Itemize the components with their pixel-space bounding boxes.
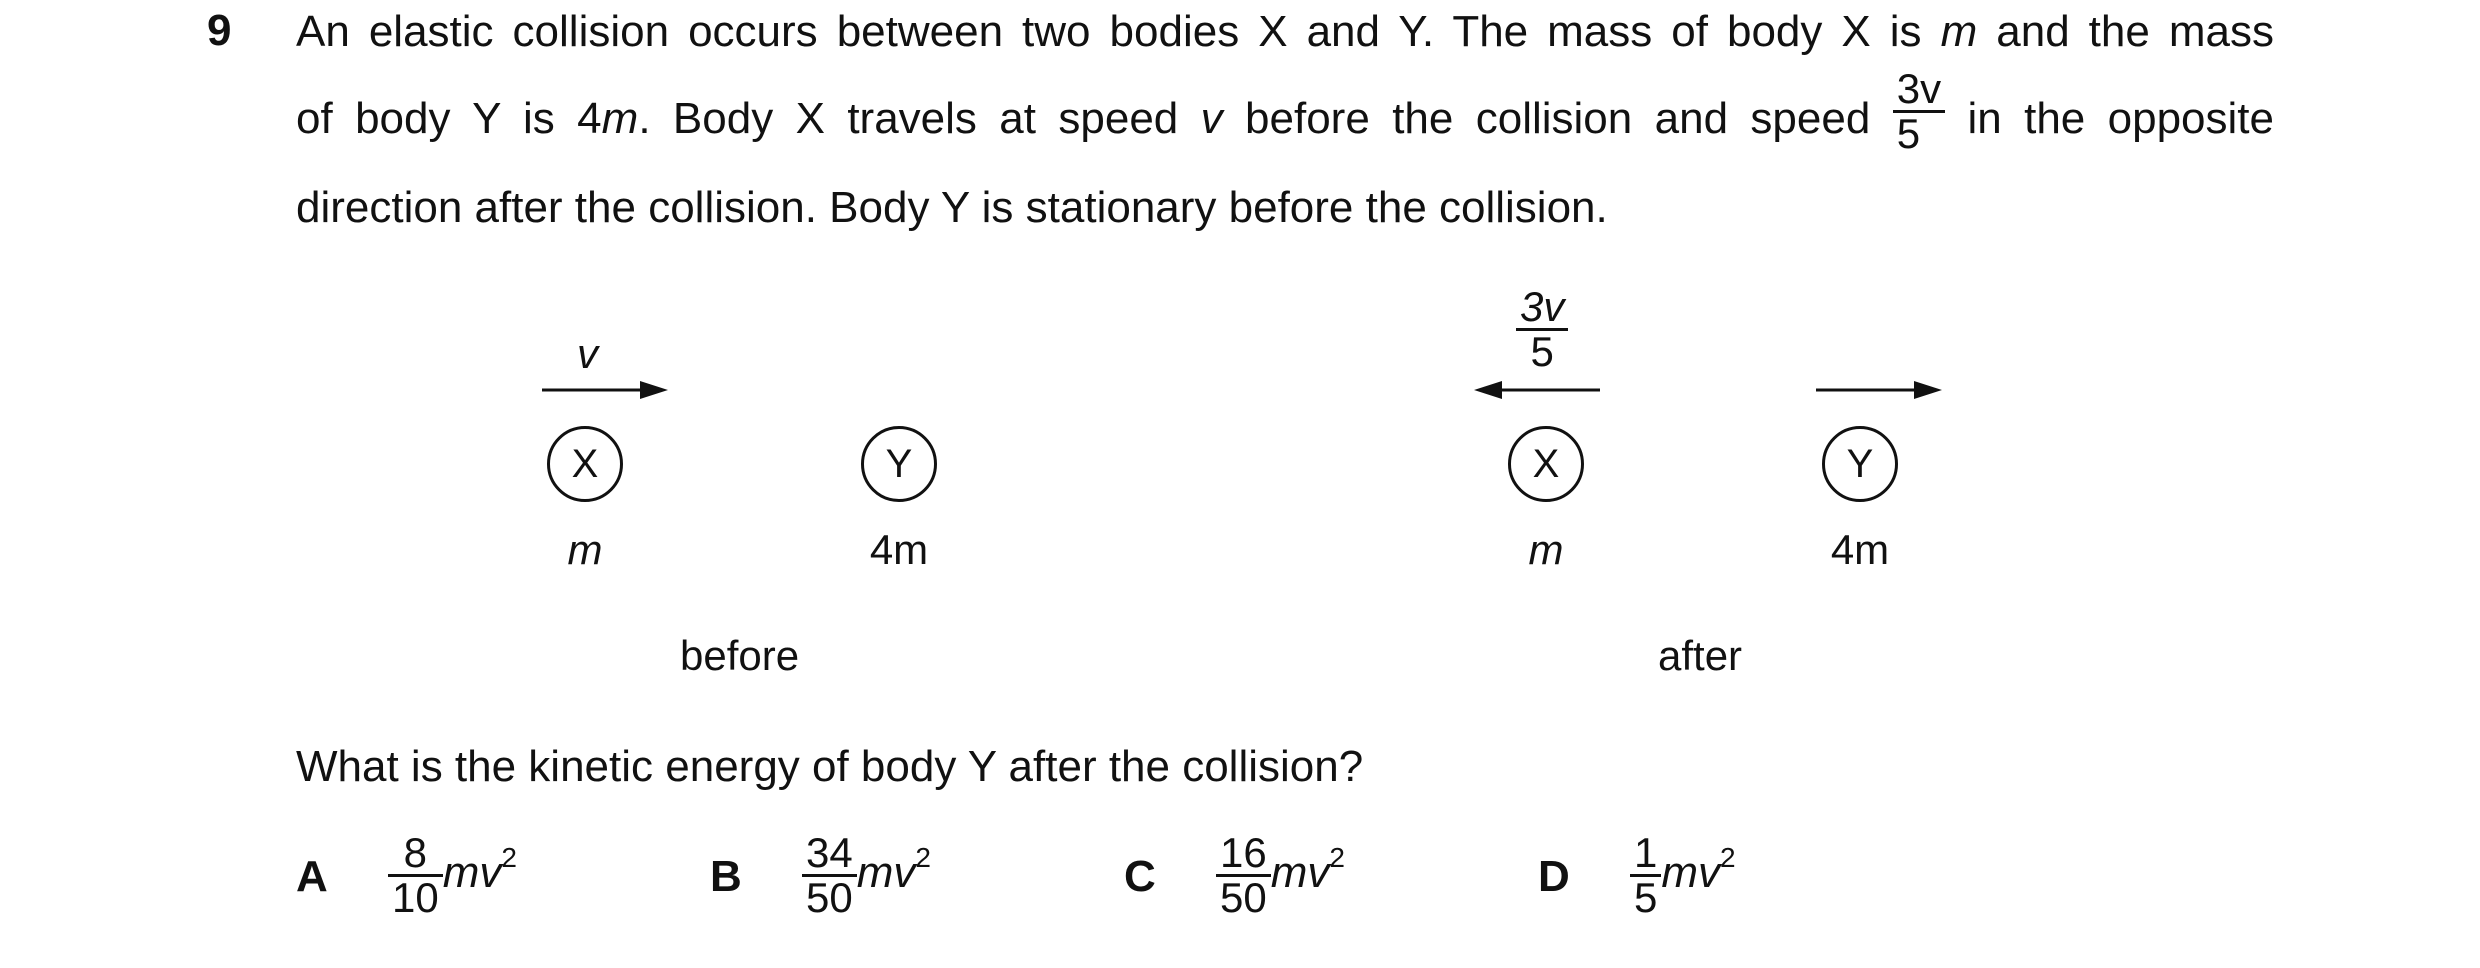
question-number: 9 (207, 6, 232, 55)
stem-text: of body Y is 4m. Body X travels at speed (296, 94, 1179, 144)
option-expression: $\frac{8}{10}$ $mv^2$ (388, 832, 517, 919)
stem-text: and the mass (1996, 7, 2274, 56)
option-fraction: $\frac{34}{50}$ (802, 832, 857, 919)
option-fraction: $\frac{16}{50}$ (1216, 832, 1271, 919)
mass-y-before: 4m (869, 526, 929, 573)
mass-y-after: 4m (1830, 526, 1890, 573)
mass-symbol: m (1940, 7, 1978, 56)
stem-text: An elastic collision occurs between two bodies X and Y. The mass of body X is (296, 7, 1922, 56)
velocity-label-x-before: v (577, 330, 598, 377)
caption-after: after (1658, 632, 1743, 679)
question-prompt: What is the kinetic energy of body Y after the collision? (296, 742, 1364, 791)
body-y-before: Y (861, 426, 937, 502)
caption-before: before (680, 632, 800, 679)
body-y-after: Y (1822, 426, 1898, 502)
question-stem (296, 6, 2275, 232)
stem-text: in the opposite (1967, 94, 2275, 144)
mass-x-after: m (1528, 526, 1564, 573)
speed-symbol: v (1200, 94, 1223, 144)
velocity-arrow-right (540, 378, 670, 402)
option-letter: A (296, 852, 328, 901)
stem-line-2 (296, 65, 2275, 165)
option-expression: $\frac{34}{50}$ $mv^2$ (802, 832, 931, 919)
option-letter: D (1538, 852, 1570, 901)
velocity-arrow-left (1472, 378, 1602, 402)
option-fraction: $\frac{8}{10}$ (388, 832, 443, 919)
option-expression: $\frac{1}{5}$ $mv^2$ (1630, 832, 1736, 919)
stem-line-1 (296, 6, 2274, 58)
stem-text: before the collision and speed (1245, 94, 1871, 144)
velocity-arrow-right (1814, 378, 1944, 402)
option-fraction: $\frac{1}{5}$ (1630, 832, 1661, 919)
stem-line-3: direction after the collision. Body Y is stationary before the collision. (296, 183, 1608, 232)
body-x-after: X (1508, 426, 1584, 502)
mass-x-before: m (567, 526, 603, 573)
velocity-fraction-x-after: $\frac{3v}{5}$ (1516, 286, 1568, 373)
option-expression: $\frac{16}{50}$ $mv^2$ (1216, 832, 1345, 919)
body-x-before: X (547, 426, 623, 502)
option-letter: C (1124, 852, 1156, 901)
speed-after-fraction: $\frac{3v}{5}$ (1893, 68, 1945, 155)
option-letter: B (710, 852, 742, 901)
